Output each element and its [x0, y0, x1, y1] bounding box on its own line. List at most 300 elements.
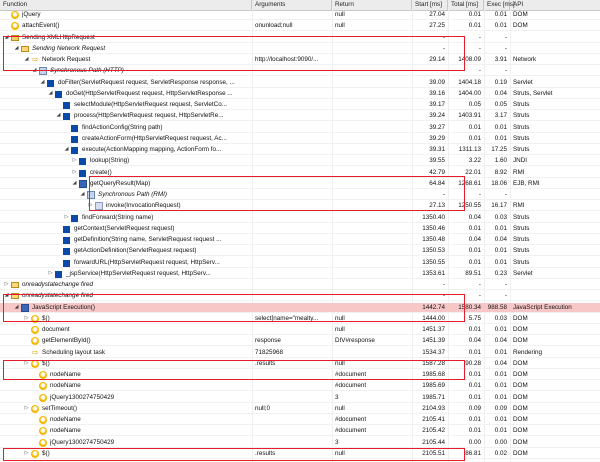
exec-time-cell: - [504, 67, 507, 75]
table-row[interactable] [0, 280, 600, 290]
exec-time-cell: 0.00 [494, 438, 507, 446]
method-call-icon: ◉ [40, 394, 46, 401]
return-cell: #document [335, 371, 367, 378]
function-cell[interactable] [0, 134, 252, 144]
function-label: doFilter(ServletRequest request, ServletResponse response, ... [58, 78, 235, 86]
collapsed-toggle-icon[interactable]: ▷ [88, 202, 93, 209]
exec-time-cell: 0.04 [494, 89, 507, 97]
total-time-cell: 0.01 [468, 393, 481, 401]
function-label: selectModule(HttpServletRequest request, ServletCo... [74, 101, 227, 108]
arguments-cell: onunload;null [255, 22, 293, 30]
arguments-cell: .results [255, 359, 276, 367]
function-cell[interactable] [0, 381, 252, 391]
total-time-cell: 1580.34 [458, 303, 481, 311]
network-arrow-icon: ⇨ [31, 55, 39, 64]
api-cell: DOM [513, 449, 528, 457]
method-icon [71, 215, 78, 222]
table-row[interactable] [0, 325, 600, 335]
table-row[interactable] [0, 426, 600, 436]
total-time-cell: 0.01 [468, 22, 481, 30]
method-icon [55, 91, 62, 98]
table-row[interactable] [0, 89, 600, 99]
return-cell [332, 348, 412, 358]
return-cell [332, 78, 412, 88]
return-cell [332, 246, 412, 256]
arguments-cell [252, 213, 332, 223]
table-row[interactable] [0, 100, 600, 110]
total-time-cell: 0.01 [468, 371, 481, 378]
column-start-header[interactable]: Start [ms] [412, 0, 448, 10]
arguments-cell [252, 156, 332, 166]
start-time-cell: 39.55 [429, 157, 445, 165]
arguments-cell [252, 10, 332, 20]
arguments-cell [252, 415, 332, 425]
total-time-cell: 0.01 [468, 123, 481, 131]
method-call-icon: ◉ [12, 12, 18, 18]
column-total-header[interactable]: Total [ms] [448, 0, 484, 10]
return-cell [332, 123, 412, 133]
total-time-cell: - [478, 292, 481, 300]
method-call-icon: ◉ [32, 450, 38, 457]
highlight-box-results-2 [3, 448, 465, 461]
method-icon [63, 248, 70, 255]
function-cell[interactable] [0, 224, 252, 234]
function-cell[interactable] [0, 269, 252, 279]
arguments-cell [252, 381, 332, 391]
total-time-cell: 0.01 [468, 427, 481, 435]
return-cell [332, 235, 412, 245]
start-time-cell: 1350.48 [422, 236, 445, 243]
method-icon [63, 260, 70, 267]
function-label: jQuery1300274750429 [50, 393, 115, 401]
exec-time-cell: 0.04 [494, 236, 507, 243]
method-icon [63, 102, 70, 109]
method-call-icon: ◉ [32, 327, 38, 333]
function-label: Synchronous Path (RMI) [98, 191, 167, 198]
method-call-icon: ◉ [12, 23, 18, 30]
function-label: findActionConfig(String path) [82, 123, 163, 131]
arguments-cell [252, 246, 332, 256]
table-icon [79, 180, 87, 188]
api-cell [510, 190, 600, 200]
collapsed-toggle-icon[interactable]: ▷ [48, 269, 53, 276]
start-time-cell: 1444.00 [422, 314, 445, 322]
exec-time-cell: 0.01 [494, 22, 507, 30]
table-row[interactable] [0, 246, 600, 256]
arguments-cell [252, 426, 332, 436]
collapsed-toggle-icon[interactable]: ▷ [24, 359, 29, 366]
exec-time-cell: 0.01 [494, 416, 507, 423]
table-row[interactable] [0, 78, 600, 88]
start-time-cell: 64.84 [429, 179, 445, 187]
collapsed-toggle-icon[interactable]: ▷ [24, 404, 29, 411]
start-time-cell: 1350.55 [422, 258, 445, 266]
total-time-cell: 1408.09 [458, 56, 481, 63]
api-cell: DOM [513, 382, 528, 390]
total-time-cell: 0.00 [468, 438, 481, 446]
function-cell[interactable] [0, 235, 252, 245]
highlight-box-js [3, 294, 465, 322]
function-cell[interactable] [0, 325, 252, 335]
return-cell: null [335, 314, 345, 322]
method-icon [71, 147, 78, 154]
exec-time-cell: 0.02 [494, 449, 507, 457]
start-time-cell: 2105.44 [422, 438, 445, 446]
table-row[interactable] [0, 123, 600, 133]
method-icon [55, 271, 62, 278]
exec-time-cell: 988.58 [487, 303, 507, 311]
column-return-header[interactable]: Return [332, 0, 412, 10]
expanded-toggle-icon[interactable]: ◢ [4, 33, 9, 40]
function-label: getElementById() [42, 337, 91, 345]
function-cell[interactable] [0, 246, 252, 256]
method-icon [71, 125, 78, 132]
arguments-cell [252, 269, 332, 279]
api-cell: Network [513, 56, 537, 63]
table-row[interactable] [0, 111, 600, 121]
function-cell[interactable] [0, 111, 252, 121]
function-label: onreadystatechange fired [22, 281, 94, 288]
network-arrow-icon: ⇨ [31, 347, 39, 357]
function-label: attachEvent() [22, 22, 60, 30]
exec-time-cell: - [504, 191, 507, 198]
total-time-cell: 0.05 [468, 101, 481, 108]
api-cell [510, 33, 600, 43]
total-time-cell: 0.04 [468, 213, 481, 221]
collapsed-toggle-icon[interactable]: ▷ [72, 157, 77, 164]
function-cell[interactable] [0, 393, 252, 403]
table-row[interactable] [0, 336, 600, 346]
exec-time-cell: 16.17 [491, 202, 507, 210]
collapsed-toggle-icon[interactable]: ▷ [4, 281, 9, 287]
total-time-cell: 5.75 [468, 314, 481, 322]
expanded-toggle-icon[interactable]: ◢ [56, 112, 61, 119]
total-time-cell: 1404.18 [458, 78, 481, 86]
table-row[interactable] [0, 415, 600, 425]
function-label: getDefinition(String name, ServletRequest request ... [74, 236, 222, 243]
start-time-cell: 39.24 [429, 112, 445, 120]
start-time-cell: 1451.39 [422, 337, 445, 345]
total-time-cell: 0.01 [468, 348, 481, 356]
api-cell: EJB, RMI [513, 179, 540, 187]
function-cell[interactable] [0, 438, 252, 448]
function-label: lookup(String) [90, 157, 130, 165]
total-time-cell: 0.01 [468, 134, 481, 142]
api-cell [510, 66, 600, 76]
function-label: doGet(HttpServletRequest request, HttpServletResponse ... [66, 89, 233, 97]
table-row[interactable] [0, 213, 600, 223]
table-row[interactable] [0, 404, 600, 414]
api-cell [510, 291, 600, 301]
api-cell: Struts [513, 146, 530, 153]
function-cell[interactable] [0, 100, 252, 110]
start-time-cell: 2105.51 [422, 449, 445, 457]
return-cell [332, 269, 412, 279]
function-cell[interactable] [0, 21, 252, 31]
folder-icon [11, 282, 19, 288]
api-cell: Struts [513, 224, 530, 232]
expanded-toggle-icon[interactable]: ◢ [32, 67, 37, 74]
table-row[interactable] [0, 269, 600, 279]
function-label: jQuery [22, 11, 41, 18]
start-time-cell: 2104.93 [422, 404, 445, 412]
start-time-cell: 1350.53 [422, 247, 445, 255]
start-time-cell: 39.29 [429, 134, 445, 142]
method-icon [63, 226, 70, 233]
return-cell [332, 156, 412, 166]
method-call-icon: ◉ [40, 428, 46, 435]
start-time-cell: 2105.42 [422, 427, 445, 435]
exec-time-cell: 0.03 [494, 213, 507, 221]
api-cell: DOM [513, 326, 528, 333]
total-time-cell: - [478, 67, 481, 75]
function-label: $() [42, 314, 50, 322]
function-cell[interactable] [0, 415, 252, 425]
function-label: nodeName [50, 371, 81, 378]
arguments-cell [252, 89, 332, 99]
start-time-cell: 29.14 [429, 56, 445, 63]
start-time-cell: 2105.41 [422, 416, 445, 423]
total-time-cell: 0.04 [468, 337, 481, 345]
arguments-cell [252, 78, 332, 88]
table-row[interactable] [0, 21, 600, 31]
arguments-cell: .results [255, 449, 276, 457]
api-cell: DOM [513, 393, 528, 401]
table-row[interactable] [0, 145, 600, 155]
function-label: Sending Network Request [32, 44, 106, 52]
exec-time-cell: 0.01 [494, 326, 507, 333]
total-time-cell: 89.51 [465, 269, 481, 277]
exec-time-cell: 0.01 [494, 382, 507, 390]
arguments-cell [252, 280, 332, 290]
exec-time-cell: 0.01 [494, 348, 507, 356]
start-time-cell: 1985.71 [422, 393, 445, 401]
function-label: execute(ActionMapping mapping, ActionForm fo... [82, 146, 222, 153]
collapsed-toggle-icon[interactable]: ▷ [24, 314, 29, 321]
api-cell: DOM [513, 404, 528, 412]
function-label: JavaScript Execution() [32, 303, 95, 311]
column-exec-header[interactable]: Exec [ms] [484, 0, 510, 10]
start-time-cell: 1442.74 [422, 303, 445, 311]
return-cell: null [335, 404, 345, 412]
start-time-cell: - [442, 281, 445, 288]
column-api-header[interactable]: API [513, 1, 524, 8]
exec-time-cell: 0.01 [494, 11, 507, 18]
highlight-box-xhr [3, 33, 465, 74]
exec-time-cell: 0.03 [494, 314, 507, 322]
table-row[interactable] [0, 134, 600, 144]
return-cell [332, 224, 412, 234]
exec-time-cell: 0.04 [494, 359, 507, 367]
api-cell: DOM [513, 314, 528, 322]
total-time-cell: 1268.61 [458, 179, 481, 187]
expanded-toggle-icon[interactable]: ◢ [14, 303, 19, 310]
method-icon [63, 113, 70, 120]
expanded-toggle-icon[interactable]: ◢ [24, 56, 29, 62]
function-label: $() [42, 449, 50, 457]
function-cell[interactable] [0, 280, 252, 290]
return-cell: null [335, 449, 345, 457]
function-cell[interactable] [0, 145, 252, 155]
exec-time-cell: 0.05 [494, 101, 507, 108]
start-time-cell: 27.04 [429, 11, 445, 18]
exec-time-cell: 3.91 [494, 56, 507, 63]
total-time-cell: 0.01 [468, 258, 481, 266]
method-call-icon: ◉ [40, 439, 46, 446]
method-call-icon: ◉ [32, 338, 38, 345]
function-label: process(HttpServletRequest request, HttpServletRe... [74, 112, 224, 120]
total-time-cell: 0.01 [468, 326, 481, 333]
collapsed-toggle-icon[interactable]: ▷ [64, 213, 69, 220]
api-cell: Struts [513, 134, 530, 142]
api-cell [510, 44, 600, 54]
function-cell[interactable] [0, 426, 252, 436]
total-time-cell: 0.01 [468, 416, 481, 423]
exec-time-cell: - [504, 33, 507, 41]
return-cell: null [335, 326, 345, 333]
api-cell: DOM [513, 427, 528, 435]
total-time-cell: - [478, 191, 481, 198]
function-label: onreadystatechange fired [22, 292, 94, 300]
return-cell: #document [335, 382, 367, 390]
table-row[interactable] [0, 235, 600, 245]
start-time-cell: 39.17 [429, 101, 445, 108]
api-cell: Struts, Servlet [513, 89, 553, 97]
total-time-cell: 86.81 [465, 449, 481, 457]
api-cell: Rendering [513, 348, 543, 356]
function-cell[interactable] [0, 10, 252, 20]
api-cell: JavaScript Execution [513, 303, 572, 311]
start-time-cell: 27.25 [429, 22, 445, 30]
exec-time-cell: 0.19 [494, 78, 507, 86]
total-time-cell: 0.04 [468, 236, 481, 243]
exec-time-cell: 0.01 [494, 247, 507, 255]
api-cell: DOM [513, 22, 528, 30]
table-row[interactable] [0, 381, 600, 391]
table-row[interactable] [0, 156, 600, 166]
exec-time-cell: 0.09 [494, 404, 507, 412]
method-call-icon: ◉ [40, 417, 46, 423]
arguments-cell [252, 123, 332, 133]
function-label: document [42, 326, 70, 333]
start-time-cell: - [442, 292, 445, 300]
function-cell[interactable] [0, 123, 252, 133]
function-label: forwardURL(HttpServletRequest request, HttpServ... [74, 258, 220, 266]
api-cell: RMI [513, 168, 525, 176]
return-cell: null [335, 11, 345, 18]
start-time-cell: 39.16 [429, 89, 445, 97]
exec-time-cell: 0.01 [494, 427, 507, 435]
start-time-cell: 1350.46 [422, 224, 445, 232]
api-cell: Servlet [513, 269, 533, 277]
api-cell: Servlet [513, 78, 533, 86]
function-label: Synchronous Path (HTTP) [50, 67, 124, 75]
api-cell: DOM [513, 11, 528, 18]
table-row[interactable] [0, 224, 600, 234]
method-icon [47, 80, 54, 87]
function-cell[interactable] [0, 213, 252, 223]
function-label: jQuery1300274750429 [50, 438, 115, 446]
api-cell: Struts [513, 123, 530, 131]
function-cell[interactable] [0, 348, 252, 358]
method-call-icon: ◉ [32, 360, 38, 367]
collapsed-toggle-icon[interactable]: ▷ [24, 449, 29, 456]
total-time-cell: 0.09 [468, 404, 481, 412]
api-cell: DOM [513, 438, 528, 446]
table-row[interactable] [0, 348, 600, 358]
exec-time-cell: 0.23 [494, 269, 507, 277]
arguments-cell [252, 393, 332, 403]
start-time-cell: 1350.40 [422, 213, 445, 221]
function-cell[interactable] [0, 89, 252, 99]
expanded-toggle-icon[interactable]: ◢ [4, 292, 9, 299]
expanded-toggle-icon[interactable]: ◢ [72, 179, 77, 186]
expanded-toggle-icon[interactable]: ◢ [40, 78, 45, 85]
table-row[interactable] [0, 258, 600, 268]
collapsed-toggle-icon[interactable]: ▷ [72, 168, 77, 175]
function-label: Network Request [42, 56, 91, 63]
method-call-icon: ◉ [32, 315, 38, 322]
arguments-cell [252, 134, 332, 144]
arguments-cell [252, 325, 332, 335]
total-time-cell: 1403.91 [458, 112, 481, 120]
api-cell: Struts [513, 101, 530, 108]
arguments-cell: http://localhost:9090/... [255, 56, 319, 63]
api-cell: RMI [513, 202, 525, 210]
function-cell[interactable] [0, 156, 252, 166]
return-cell [332, 100, 412, 110]
expanded-toggle-icon[interactable]: ◢ [80, 191, 85, 197]
start-time-cell: - [442, 44, 445, 52]
function-label: Sending XMLHttpRequest [22, 33, 95, 41]
method-call-icon: ◉ [32, 405, 38, 412]
exec-time-cell: - [504, 281, 507, 288]
total-time-cell: - [478, 281, 481, 288]
table-row[interactable] [0, 438, 600, 448]
arguments-cell [252, 258, 332, 268]
function-cell[interactable] [0, 404, 252, 414]
start-time-cell: 1985.68 [422, 371, 445, 378]
api-cell: DOM [513, 416, 528, 423]
return-cell [332, 134, 412, 144]
exec-time-cell: - [504, 292, 507, 300]
exec-time-cell: 0.01 [494, 393, 507, 401]
start-time-cell: 42.79 [429, 168, 445, 176]
arguments-cell: response [255, 337, 281, 345]
return-cell [332, 213, 412, 223]
column-arguments-header[interactable]: Arguments [252, 0, 332, 10]
api-cell: Struts [513, 247, 530, 255]
arguments-cell [252, 438, 332, 448]
table-row[interactable] [0, 393, 600, 403]
column-function-header[interactable]: Function [0, 0, 252, 10]
expanded-toggle-icon[interactable]: ◢ [14, 44, 19, 51]
total-time-cell: 1404.00 [458, 89, 481, 97]
method-icon [71, 136, 78, 143]
function-cell[interactable] [0, 258, 252, 268]
arguments-cell [252, 224, 332, 234]
highlight-box-rmi [89, 176, 465, 211]
expanded-toggle-icon[interactable]: ◢ [64, 146, 69, 152]
table-row[interactable] [0, 10, 600, 20]
function-cell[interactable] [0, 78, 252, 88]
return-cell [332, 89, 412, 99]
function-label: nodeName [50, 427, 81, 435]
function-cell[interactable] [0, 336, 252, 346]
highlight-box-results-1 [3, 360, 465, 380]
exec-time-cell: 0.04 [494, 337, 507, 345]
expanded-toggle-icon[interactable]: ◢ [48, 89, 53, 96]
